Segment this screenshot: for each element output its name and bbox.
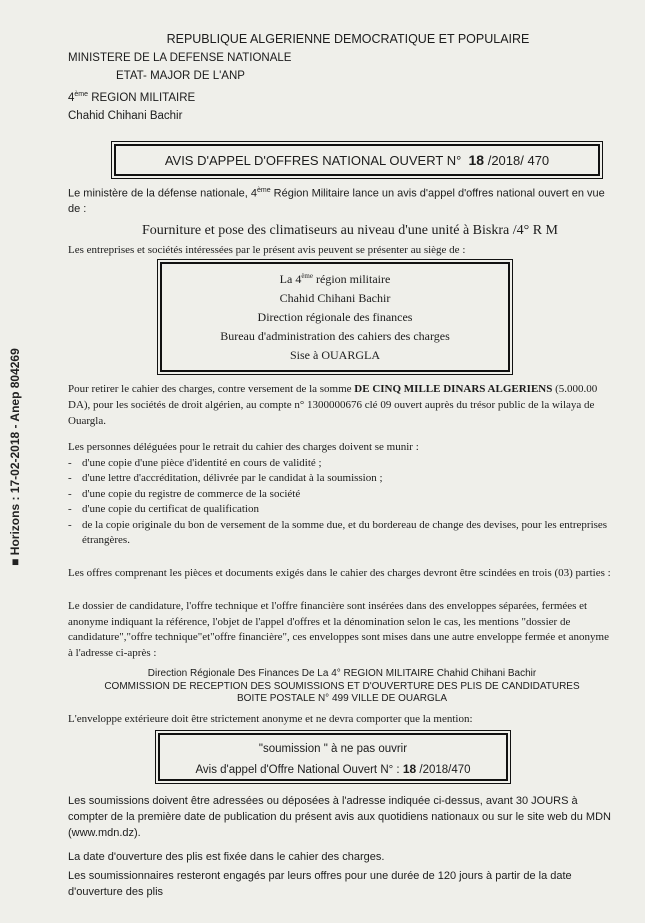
- address-line: Bureau d'administration des cahiers des charges: [220, 329, 450, 343]
- address-line: Direction régionale des finances: [257, 310, 413, 324]
- folder-paragraph: Le dossier de candidature, l'offre technique et l'offre financière sont insérées dans des enveloppes séparées, fermées et anonyme indiquant la référence, l'objet de l'appel d'offres et la dénomination selon le cas, les mentions "dossier de candidature","offre technique"et"offre financière", ces enveloppes sont mises dans une autre enveloppe fermée et anonyme à l'adresse ci-après :: [68, 600, 609, 659]
- address-line: Chahid Chihani Bachir: [279, 291, 391, 305]
- enterprises-paragraph: Les entreprises et sociétés intéressées par le présent avis peuvent se présenter au siège de :: [68, 244, 466, 256]
- republic-name: REPUBLIQUE ALGERIENNE DEMOCRATIQUE ET POPULAIRE: [166, 32, 530, 46]
- letterhead: [68, 30, 628, 125]
- mention-line: Avis d'appel d'Offre National Ouvert N° : 18 /2018/470: [195, 762, 471, 776]
- list-item: - d'une copie du registre de commerce de la société: [68, 487, 616, 503]
- submissions-paragraph: Les soumissions doivent être adressées ou déposées à l'adresse indiquée ci-dessus, avant 30 JOURS à compter de la première date de publication du présent avis aux quotidiens nationaux ou sur le site web du MDN (www.mdn.dz).: [68, 795, 611, 839]
- commitment-paragraph: Les soumissionnaires resteront engagés par leurs offres pour une durée de 120 jours à partir de la date d'ouverture des plis: [68, 870, 572, 898]
- publication-sidebar: [0, 300, 22, 630]
- notice-subject: Fourniture et pose des climatiseurs au niveau d'une unité à Biskra /4° R M: [142, 223, 558, 238]
- address-box: [160, 262, 510, 372]
- address-line: Sise à OUARGLA: [290, 348, 380, 362]
- list-item: - d'une lettre d'accréditation, délivrée par le candidat à la soumission ;: [68, 471, 616, 487]
- chahid-name: Chahid Chihani Bachir: [68, 109, 183, 122]
- amount: DE CINQ MILLE DINARS ALGERIENS: [354, 383, 553, 395]
- notice-title: AVIS D'APPEL D'OFFRES NATIONAL OUVERT N° 18 /2018/ 470: [114, 144, 600, 176]
- delivery-address: Direction Régionale Des Finances De La 4° REGION MILITAIRE Chahid Chihani Bachir COMMISSION DE RECEPTION DES SOUMISSIONS ET D'OUVERTURE DES PLIS DE CANDIDATURES BOITE POSTALE N° 499 VILLE DE OUARGLA: [104, 668, 580, 704]
- withdrawal-paragraph: Pour retirer le cahier des charges, contre versement de la somme DE CINQ MILLE DINARS ALGERIENS (5.000.00 DA), pour les sociétés de droit algérien, au compte n° 1300000676 clé 09 ouvert auprès du trésor public de la wilaya de Ouargla.: [68, 383, 598, 427]
- envelope-paragraph: L'enveloppe extérieure doit être strictement anonyme et ne devra comporter que la mention:: [68, 713, 473, 725]
- address-line: La 4ème région militaire: [279, 272, 391, 286]
- envelope-mention-box: [158, 733, 508, 781]
- list-item: - de la copie originale du bon de versement de la somme due, et du bordereau de change des devises, pour les entreprises étrangères.: [68, 518, 616, 549]
- intro-paragraph: Le ministère de la défense nationale, 4ème Région Militaire lance un avis d'appel d'offres national ouvert en vue de :: [68, 187, 605, 216]
- staff-name: ETAT- MAJOR DE L'ANP: [116, 70, 245, 82]
- opening-paragraph: La date d'ouverture des plis est fixée dans le cahier des charges.: [68, 851, 385, 863]
- mention-line: "soumission " à ne pas ouvrir: [258, 743, 408, 755]
- notice-number: 18: [468, 152, 485, 168]
- region-name: 4ème REGION MILITAIRE: [68, 90, 196, 104]
- publication-reference: ■ Horizons : 17-02-2018 - Anep 804269: [8, 348, 22, 566]
- ministry-name: MINISTERE DE LA DEFENSE NATIONALE: [68, 51, 292, 64]
- delegates-paragraph: Les personnes déléguées pour le retrait du cahier des charges doivent se munir : - d'une copie d'une pièce d'identité en cours de validité ; - d'une lettre d'accréditation, délivrée par le candidat à la soumission ; - d'une copie du registre de commerce de la société - d'une copie du certificat de qualification - de la copie originale du bon de versement de la somme due, et du bordereau de change des devises, pour les entreprises étrangères.: [68, 440, 616, 549]
- offers-paragraph: Les offres comprenant les pièces et documents exigés dans le cahier des charges devront être scindées en trois (03) parties :: [68, 567, 611, 579]
- list-item: - d'une copie du certificat de qualification: [68, 502, 616, 518]
- documents-list: [68, 456, 616, 549]
- list-item: - d'une copie d'une pièce d'identité en cours de validité ;: [68, 456, 616, 472]
